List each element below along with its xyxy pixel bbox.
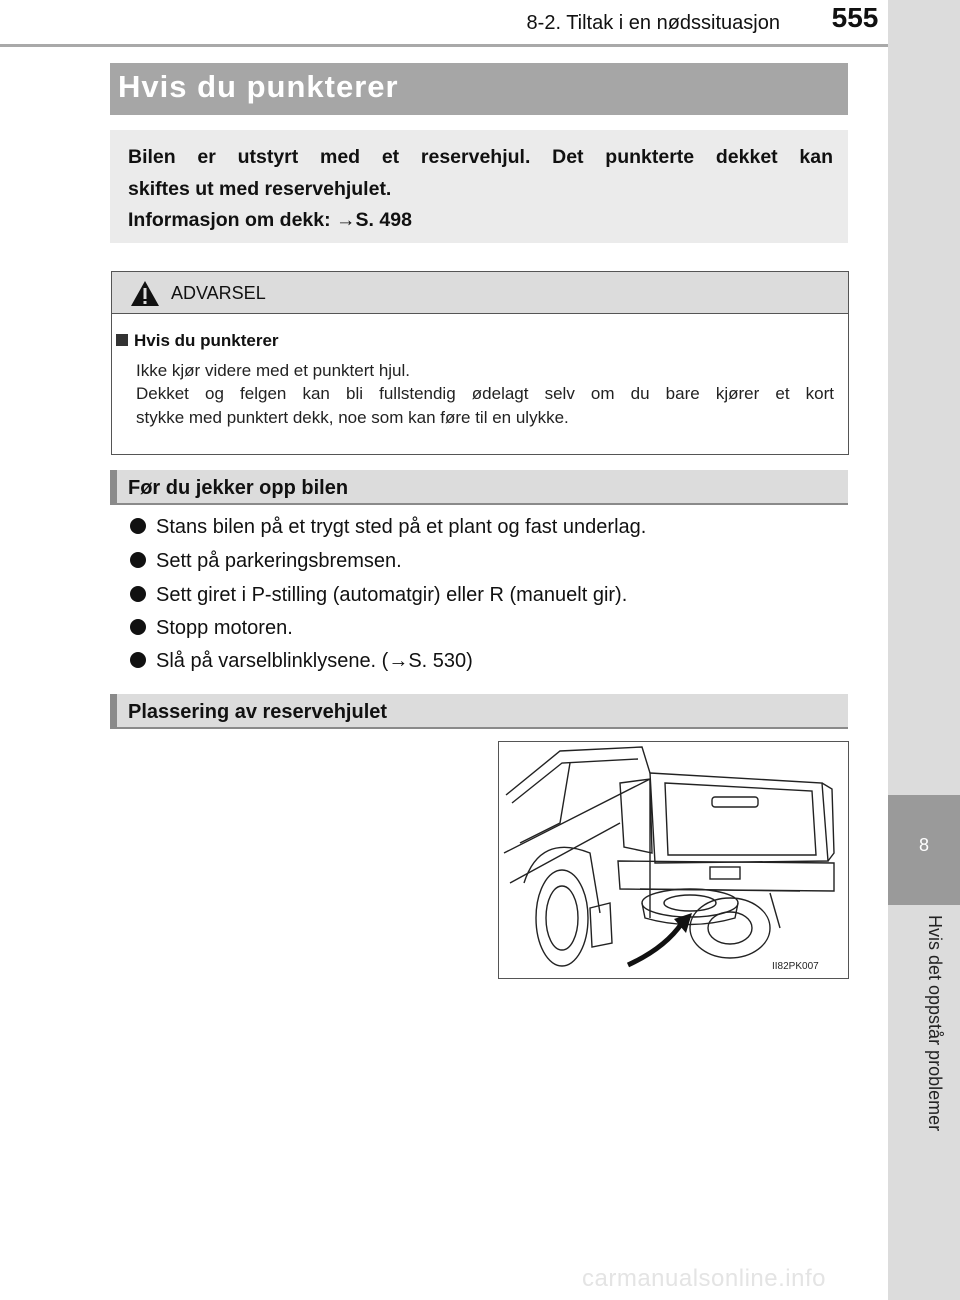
- warning-text-line-3: stykke med punktert dekk, noe som kan føre til en ulykke.: [136, 408, 569, 427]
- section-rule: [110, 503, 848, 505]
- bullet-item: [130, 516, 646, 539]
- warning-label: ADVARSEL: [171, 283, 266, 303]
- bullet-dot-icon: [130, 652, 146, 668]
- watermark: carmanualsonline.info: [582, 1265, 826, 1292]
- bullet-dot-icon: [130, 619, 146, 635]
- bullet-item: [130, 650, 473, 673]
- section-title-spare-location: Plassering av reservehjulet: [128, 701, 388, 723]
- chapter-title: Hvis det oppstår problemer: [925, 915, 945, 1132]
- bullet-item: [130, 617, 293, 640]
- bullet-item: [130, 584, 627, 607]
- intro-line-2: skiftes ut med reservehjulet.: [128, 178, 392, 200]
- section-title-jacking: Før du jekker opp bilen: [128, 477, 349, 499]
- warning-item-title: [116, 331, 279, 351]
- section-rule: [110, 727, 848, 729]
- page-number: 555: [831, 2, 879, 33]
- bullet-dot-icon: [130, 518, 146, 534]
- warning-triangle-icon: [130, 280, 160, 307]
- warning-text-line-2: Dekket og felgen kan bli fullstendig ødelagt selv om du bare kjører et kort: [136, 384, 834, 403]
- bullet-text: Slå på varselblinklysene. (→S. 530): [156, 650, 473, 672]
- warning-text-line-1: Ikke kjør videre med et punktert hjul.: [136, 361, 411, 380]
- page-title: Hvis du punkterer: [118, 69, 399, 104]
- pickup-rear-illustration: [500, 743, 847, 976]
- warning-item-title-text: Hvis du punkterer: [134, 331, 279, 350]
- bullet-text: Sett på parkeringsbremsen.: [156, 550, 402, 572]
- bullet-text: Stopp motoren.: [156, 617, 293, 639]
- figure-code: II82PK007: [772, 961, 819, 972]
- bullet-item: [130, 550, 402, 573]
- intro-line-1: Bilen er utstyrt med et reservehjul. Det punkterte dekket kan: [128, 146, 833, 168]
- intro-line-3: Informasjon om dekk: →S. 498: [128, 209, 412, 231]
- bullet-text: Sett giret i P-stilling (automatgir) eller R (manuelt gir).: [156, 584, 628, 606]
- chapter-number: 8: [918, 835, 929, 855]
- bullet-dot-icon: [130, 552, 146, 568]
- header-divider: [0, 44, 888, 47]
- square-bullet-icon: [116, 334, 128, 346]
- running-header: 8-2. Tiltak i en nødssituasjon: [526, 12, 780, 34]
- bullet-dot-icon: [130, 586, 146, 602]
- bullet-text: Stans bilen på et trygt sted på et plant og fast underlag.: [156, 516, 647, 538]
